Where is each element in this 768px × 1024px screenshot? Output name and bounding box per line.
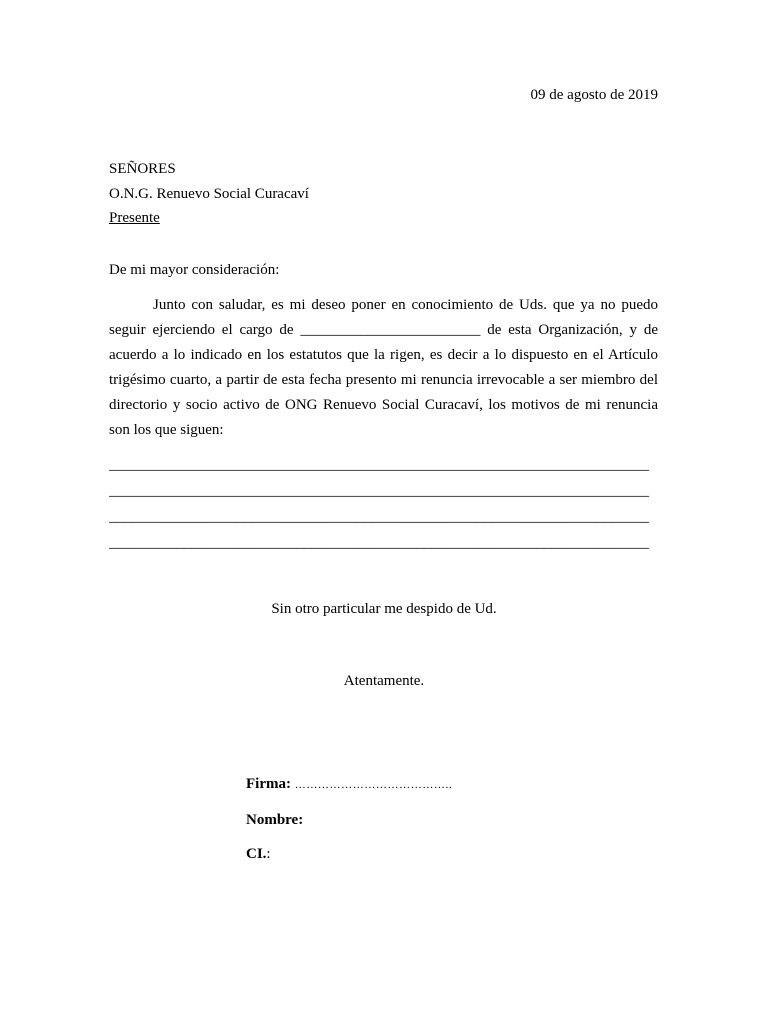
closing-line: Sin otro particular me despido de Ud. (271, 601, 497, 617)
letter-date: 09 de agosto de 2019 (530, 87, 658, 103)
recipient-presente: Presente (109, 210, 160, 226)
firma-dots: ………………………………….. (294, 779, 453, 791)
body-paragraph (109, 293, 658, 443)
body-text-part2: de esta Organización, y de acuerdo a lo indicado en los estatutos que la rigen, es decir a lo dispuesto en el Artículo trigésimo cuarto, a partir de esta fecha presento mi renuncia irrevocable a ser miembro del directorio y socio activo de ONG Renuevo Social Curacaví, los motivos de mi renuncia son los que siguen: (109, 322, 658, 438)
signoff: Atentamente. (343, 673, 425, 689)
greeting: De mi mayor consideración: (109, 262, 280, 278)
position-blank: ________________________ (300, 322, 481, 338)
ci-field (246, 846, 271, 863)
reason-line-2: ________________________________________________________________________ (109, 483, 649, 499)
nombre-label: Nombre: (246, 812, 304, 828)
recipient-title: SEÑORES (109, 161, 176, 177)
signature-firma (246, 776, 452, 794)
reason-line-1: ________________________________________________________________________ (109, 457, 649, 473)
reason-line-4: ________________________________________________________________________ (109, 535, 649, 551)
recipient-organization: O.N.G. Renuevo Social Curacaví (109, 186, 309, 202)
firma-label: Firma: (246, 776, 291, 792)
reason-line-3: ________________________________________________________________________ (109, 509, 649, 525)
body-text-part1: Junto con saludar, es mi deseo poner en conocimiento de Uds. que ya no puedo seguir ejerciendo el cargo de (109, 297, 658, 338)
ci-colon: : (266, 846, 271, 862)
ci-label: CI. (246, 846, 267, 862)
